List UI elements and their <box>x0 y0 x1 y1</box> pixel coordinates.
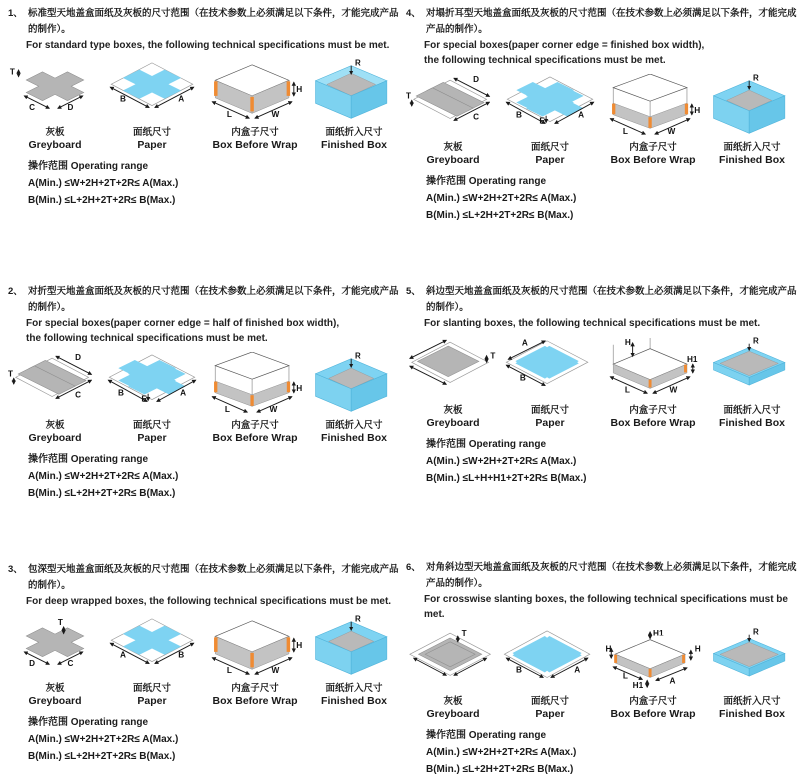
corner-tab <box>250 395 253 406</box>
finished-box-diagram <box>706 628 798 694</box>
dim-label-l: L <box>226 666 232 676</box>
box-before-wrap-diagram <box>206 352 304 418</box>
dim-label-b: B <box>516 665 522 675</box>
section-title-row <box>404 6 798 38</box>
dim-label-a: A <box>578 110 585 120</box>
dim-label-l: L <box>622 127 628 137</box>
finished-caption <box>719 142 785 166</box>
corner-tab <box>612 104 615 115</box>
dim-label-b: B <box>119 94 126 104</box>
box-caption <box>213 683 298 707</box>
caption-en: Paper <box>535 417 565 429</box>
section-title-row <box>404 284 798 316</box>
dim-label-t: T <box>9 67 15 77</box>
formula-a: A(Min.) ≤W+2H+2T+2R≤ A(Max.) <box>426 456 577 467</box>
dim-label-t: T <box>8 369 13 379</box>
section-title: 对塌折耳型天地盖盒面纸及灰板的尺寸范围（在技术参数上必须满足以下条件，才能完成产品的制作）。 <box>426 8 797 35</box>
dim-label-a: A <box>180 388 187 398</box>
corner-tab <box>250 653 253 668</box>
caption-en: Paper <box>137 695 167 707</box>
finished-box-figure <box>706 337 798 429</box>
paper-figure <box>500 628 600 720</box>
finished-box-diagram <box>706 74 798 140</box>
operating-range-label: 操作范围 Operating range <box>28 161 149 172</box>
finished-caption <box>719 696 785 720</box>
dim-label-c: C <box>473 112 480 122</box>
greyboard-figure <box>8 615 102 707</box>
section-subtitle-en-2: the following technical specifications must be met. <box>424 55 666 66</box>
caption-cn: 内盒子尺寸 <box>231 420 279 431</box>
corner-tab <box>214 81 217 96</box>
caption-en: Paper <box>137 139 167 151</box>
section-number: 6、 <box>406 562 421 573</box>
operating-range-label: 操作范围 Operating range <box>28 717 149 728</box>
greyboard-caption <box>426 696 479 720</box>
greyboard-caption <box>426 405 479 429</box>
caption-en: Box Before Wrap <box>610 708 696 720</box>
operating-range-label: 操作范围 Operating range <box>426 439 547 450</box>
section-title-row <box>6 6 400 38</box>
operating-range-label: 操作范围 Operating range <box>28 454 149 465</box>
caption-en: Greyboard <box>426 417 480 429</box>
greyboard-figure <box>406 337 500 429</box>
finished-caption <box>321 683 387 707</box>
dim-label-h1-bottom: H1 <box>632 681 644 691</box>
dim-label-w: W <box>667 127 676 137</box>
corner-tab <box>649 380 652 388</box>
section-title-row <box>6 562 400 594</box>
dim-label-e: E <box>141 394 147 404</box>
caption-cn: 内盒子尺寸 <box>629 405 677 416</box>
dim-label-a: A <box>669 676 676 686</box>
paper-caption <box>531 142 569 166</box>
formula-a: A(Min.) ≤W+2H+2T+2R≤ A(Max.) <box>426 193 577 204</box>
section-6-crosswise-slanting <box>404 560 798 778</box>
finished-caption <box>719 405 785 429</box>
dim-label-w: W <box>269 405 278 415</box>
greyboard-diagram <box>8 615 102 681</box>
greyboard-caption <box>28 420 81 444</box>
box-caption <box>213 420 298 444</box>
section-title: 斜边型天地盖盒面纸及灰板的尺寸范围（在技术参数上必须满足以下条件，才能完成产品的制作）。 <box>426 286 797 313</box>
corner-tab <box>287 637 290 652</box>
section-number: 1、 <box>8 8 23 19</box>
dim-label-h-left: H <box>605 644 612 654</box>
caption-cn: 面纸折入尺寸 <box>325 420 383 431</box>
dim-label-b: B <box>519 373 526 383</box>
box-before-wrap-diagram <box>604 628 702 694</box>
caption-cn: 面纸尺寸 <box>530 405 569 416</box>
section-subtitle-en: For crosswise slanting boxes, the following technical specifications must be met. <box>424 594 788 620</box>
caption-en: Paper <box>535 154 565 166</box>
paper-diagram <box>501 628 599 694</box>
dim-label-r: R <box>354 615 361 624</box>
formula-b: B(Min.) ≤L+2H+2T+2R≤ B(Max.) <box>28 195 176 206</box>
formula-b: B(Min.) ≤L+2H+2T+2R≤ B(Max.) <box>28 488 176 499</box>
corner-tab <box>648 117 651 128</box>
caption-en: Paper <box>137 432 167 444</box>
dim-label-d: D <box>473 75 480 85</box>
paper-figure <box>102 59 202 151</box>
dim-label-b: B <box>178 650 185 660</box>
corner-tab <box>684 365 687 373</box>
caption-en: Paper <box>535 708 565 720</box>
formula-a: A(Min.) ≤W+2H+2T+2R≤ A(Max.) <box>28 471 179 482</box>
dim-label-c: C <box>29 103 35 113</box>
formula-b: B(Min.) ≤L+2H+2T+2R≤ B(Max.) <box>426 764 574 775</box>
section-number: 3、 <box>8 564 23 575</box>
section-number: 4、 <box>406 8 421 19</box>
paper-diagram <box>103 59 201 125</box>
greyboard-caption <box>28 127 81 151</box>
caption-cn: 面纸折入尺寸 <box>325 127 383 138</box>
box-before-wrap-diagram <box>604 337 702 403</box>
paper-diagram <box>103 615 201 681</box>
caption-en: Box Before Wrap <box>610 154 696 166</box>
section-4-folding-ear <box>404 6 798 224</box>
caption-cn: 面纸尺寸 <box>132 420 171 431</box>
box-caption <box>611 142 696 166</box>
section-title-row <box>6 284 400 316</box>
dim-label-t: T <box>490 351 496 361</box>
dim-label-d: D <box>75 353 82 363</box>
box-wall-left <box>613 103 650 128</box>
finished-box-figure <box>308 615 400 707</box>
dim-label-c: C <box>67 659 74 669</box>
greyboard-shape <box>26 72 84 101</box>
corner-tab <box>250 97 253 112</box>
section-5-slanting <box>404 284 798 487</box>
finished-box-figure <box>706 628 798 720</box>
dim-label-r: R <box>752 628 759 637</box>
section-3-deep-wrapped <box>6 562 400 765</box>
box-before-wrap-figure <box>600 74 706 166</box>
section-number: 2、 <box>8 286 23 297</box>
finished-box-figure <box>706 74 798 166</box>
section-2-double-fold <box>6 284 400 502</box>
caption-cn: 灰板 <box>45 127 65 138</box>
diagram-row <box>6 615 400 707</box>
section-title: 对角斜边型天地盖盒面纸及灰板的尺寸范围（在技术参数上必须满足以下条件，才能完成产品的制作）。 <box>426 562 797 589</box>
section-subtitle-en: For slanting boxes, the following technical specifications must be met. <box>424 318 761 329</box>
section-title: 对折型天地盖盒面纸及灰板的尺寸范围（在技术参数上必须满足以下条件，才能完成产品的制作）。 <box>28 286 399 313</box>
formula-a: A(Min.) ≤W+2H+2T+2R≤ A(Max.) <box>28 178 179 189</box>
caption-en: Box Before Wrap <box>212 695 298 707</box>
dim-label-h1-top: H1 <box>653 628 664 638</box>
caption-cn: 内盒子尺寸 <box>231 127 279 138</box>
corner-tab <box>214 382 217 393</box>
corner-tab <box>614 655 617 663</box>
caption-cn: 面纸折入尺寸 <box>723 142 781 153</box>
dim-label-a: A <box>119 650 126 660</box>
corner-tab <box>685 104 688 115</box>
caption-cn: 面纸尺寸 <box>132 683 171 694</box>
box-rim <box>215 352 289 379</box>
formula-a: A(Min.) ≤W+2H+2T+2R≤ A(Max.) <box>28 734 179 745</box>
dim-label-b: B <box>118 388 124 398</box>
finished-box-figure <box>308 59 400 151</box>
caption-cn: 面纸折入尺寸 <box>723 405 781 416</box>
greyboard-diagram <box>8 352 102 418</box>
dim-label-t: T <box>406 91 411 101</box>
paper-figure <box>102 615 202 707</box>
dim-label-e: E <box>539 116 545 126</box>
paper-figure <box>500 74 600 166</box>
dim-label-c: C <box>75 390 82 400</box>
box-before-wrap-diagram <box>206 59 304 125</box>
box-caption <box>213 127 298 151</box>
caption-en: Box Before Wrap <box>212 139 298 151</box>
section-subtitle-en: For special boxes(paper corner edge = half of finished box width), <box>26 318 340 329</box>
dim-label-l: L <box>224 405 230 415</box>
corner-tab <box>287 382 290 393</box>
caption-cn: 内盒子尺寸 <box>629 142 677 153</box>
paper-diagram <box>501 74 599 140</box>
paper-caption <box>133 683 171 707</box>
dim-label-b: B <box>516 110 522 120</box>
caption-en: Box Before Wrap <box>212 432 298 444</box>
box-before-wrap-diagram <box>604 74 702 140</box>
caption-cn: 面纸尺寸 <box>132 127 171 138</box>
greyboard-diagram <box>406 74 500 140</box>
finished-box-diagram <box>308 615 400 681</box>
caption-cn: 面纸尺寸 <box>530 696 569 707</box>
box-caption <box>611 405 696 429</box>
corner-tab <box>214 637 217 652</box>
dim-label-h-right: H <box>694 644 701 654</box>
caption-en: Greyboard <box>426 154 480 166</box>
caption-cn: 内盒子尺寸 <box>231 683 279 694</box>
paper-diagram <box>103 352 201 418</box>
box-before-wrap-figure <box>202 352 308 444</box>
caption-cn: 灰板 <box>443 405 463 416</box>
caption-cn: 灰板 <box>443 142 463 153</box>
dim-label-h: H <box>296 641 303 650</box>
formula-b: B(Min.) ≤L+2H+2T+2R≤ B(Max.) <box>426 210 574 221</box>
box-wall-right <box>650 103 687 128</box>
formula-a: A(Min.) ≤W+2H+2T+2R≤ A(Max.) <box>426 747 577 758</box>
greyboard-figure <box>406 628 500 720</box>
section-title: 包深型天地盖盒面纸及灰板的尺寸范围（在技术参数上必须满足以下条件，才能完成产品的制作）。 <box>28 564 399 591</box>
greyboard-figure <box>8 59 102 151</box>
dim-label-h: H <box>694 105 701 115</box>
caption-cn: 面纸折入尺寸 <box>325 683 383 694</box>
box-before-wrap-figure <box>202 615 308 707</box>
caption-cn: 面纸折入尺寸 <box>723 696 781 707</box>
caption-en: Finished Box <box>719 417 785 429</box>
caption-en: Finished Box <box>321 695 387 707</box>
section-subtitle-en: For standard type boxes, the following technical specifications must be met. <box>26 40 390 51</box>
paper-diagram <box>501 337 599 403</box>
box-wall-right <box>252 381 289 406</box>
dim-label-r: R <box>354 59 361 68</box>
dim-label-h: H <box>624 337 631 347</box>
dim-label-a: A <box>178 94 185 104</box>
finished-caption <box>321 420 387 444</box>
caption-cn: 内盒子尺寸 <box>629 696 677 707</box>
formula-b: B(Min.) ≤L+2H+2T+2R≤ B(Max.) <box>28 751 176 762</box>
caption-en: Finished Box <box>321 139 387 151</box>
caption-en: Greyboard <box>426 708 480 720</box>
dim-label-r: R <box>752 337 759 346</box>
corner-tab <box>287 81 290 96</box>
section-subtitle-en: For deep wrapped boxes, the following technical specifications must be met. <box>26 596 392 607</box>
dim-label-h: H <box>296 85 303 94</box>
finished-box-diagram <box>706 337 798 403</box>
dim-label-a: A <box>521 338 528 348</box>
finished-box-diagram <box>308 352 400 418</box>
box-before-wrap-figure <box>600 337 706 429</box>
diagram-row <box>404 74 798 166</box>
caption-cn: 灰板 <box>45 683 65 694</box>
dim-label-d: D <box>67 103 74 113</box>
caption-en: Finished Box <box>719 154 785 166</box>
caption-en: Greyboard <box>28 695 82 707</box>
dim-label-d: D <box>29 659 35 669</box>
operating-range-label: 操作范围 Operating range <box>426 176 547 187</box>
greyboard-diagram <box>406 628 500 694</box>
dim-label-w: W <box>271 666 280 676</box>
caption-en: Greyboard <box>28 432 82 444</box>
dim-label-r: R <box>354 352 361 361</box>
caption-cn: 灰板 <box>443 696 463 707</box>
dim-label-h1: H1 <box>686 355 698 365</box>
box-before-wrap-figure <box>600 628 706 720</box>
diagram-row <box>404 628 798 720</box>
greyboard-figure <box>406 74 500 166</box>
caption-en: Finished Box <box>321 432 387 444</box>
dim-label-t: T <box>57 617 63 627</box>
paper-caption <box>133 127 171 151</box>
dim-label-w: W <box>271 110 280 120</box>
section-title-row <box>404 560 798 592</box>
caption-en: Box Before Wrap <box>610 417 696 429</box>
section-title: 标准型天地盖盒面纸及灰板的尺寸范围（在技术参数上必须满足以下条件，才能完成产品的制作）。 <box>28 8 399 35</box>
finished-caption <box>321 127 387 151</box>
section-number: 5、 <box>406 286 421 297</box>
dim-label-l: L <box>624 385 630 395</box>
dim-label-w: W <box>669 385 678 395</box>
paper-caption <box>133 420 171 444</box>
box-before-wrap-figure <box>202 59 308 151</box>
diagram-row <box>6 59 400 151</box>
caption-cn: 灰板 <box>45 420 65 431</box>
finished-box-figure <box>308 352 400 444</box>
diagram-row <box>6 352 400 444</box>
box-caption <box>611 696 696 720</box>
dim-label-a: A <box>574 665 581 675</box>
box-rim <box>613 74 687 101</box>
dim-label-h: H <box>296 383 303 393</box>
dim-label-l: L <box>226 110 232 120</box>
caption-en: Finished Box <box>719 708 785 720</box>
dim-label-l: L <box>622 671 628 681</box>
formula-b: B(Min.) ≤L+H+H1+2T+2R≤ B(Max.) <box>426 473 587 484</box>
section-subtitle-en: For special boxes(paper corner edge = finished box width), <box>424 40 705 51</box>
caption-en: Greyboard <box>28 139 82 151</box>
greyboard-caption <box>426 142 479 166</box>
box-wall-left <box>215 381 252 406</box>
greyboard-caption <box>28 683 81 707</box>
paper-caption <box>531 696 569 720</box>
dim-label-t: T <box>461 629 467 639</box>
greyboard-figure <box>8 352 102 444</box>
greyboard-diagram <box>8 59 102 125</box>
caption-cn: 面纸尺寸 <box>530 142 569 153</box>
corner-tab <box>649 669 652 677</box>
greyboard-shape <box>26 628 84 657</box>
dim-label-r: R <box>752 74 759 83</box>
paper-figure <box>500 337 600 429</box>
section-subtitle-en-2: the following technical specifications must be met. <box>26 333 268 344</box>
section-1-standard <box>6 6 400 209</box>
corner-tab <box>682 655 685 663</box>
diagram-row <box>404 337 798 429</box>
paper-figure <box>102 352 202 444</box>
greyboard-diagram <box>406 337 500 403</box>
paper-caption <box>531 405 569 429</box>
operating-range-label: 操作范围 Operating range <box>426 730 547 741</box>
box-before-wrap-diagram <box>206 615 304 681</box>
finished-box-diagram <box>308 59 400 125</box>
